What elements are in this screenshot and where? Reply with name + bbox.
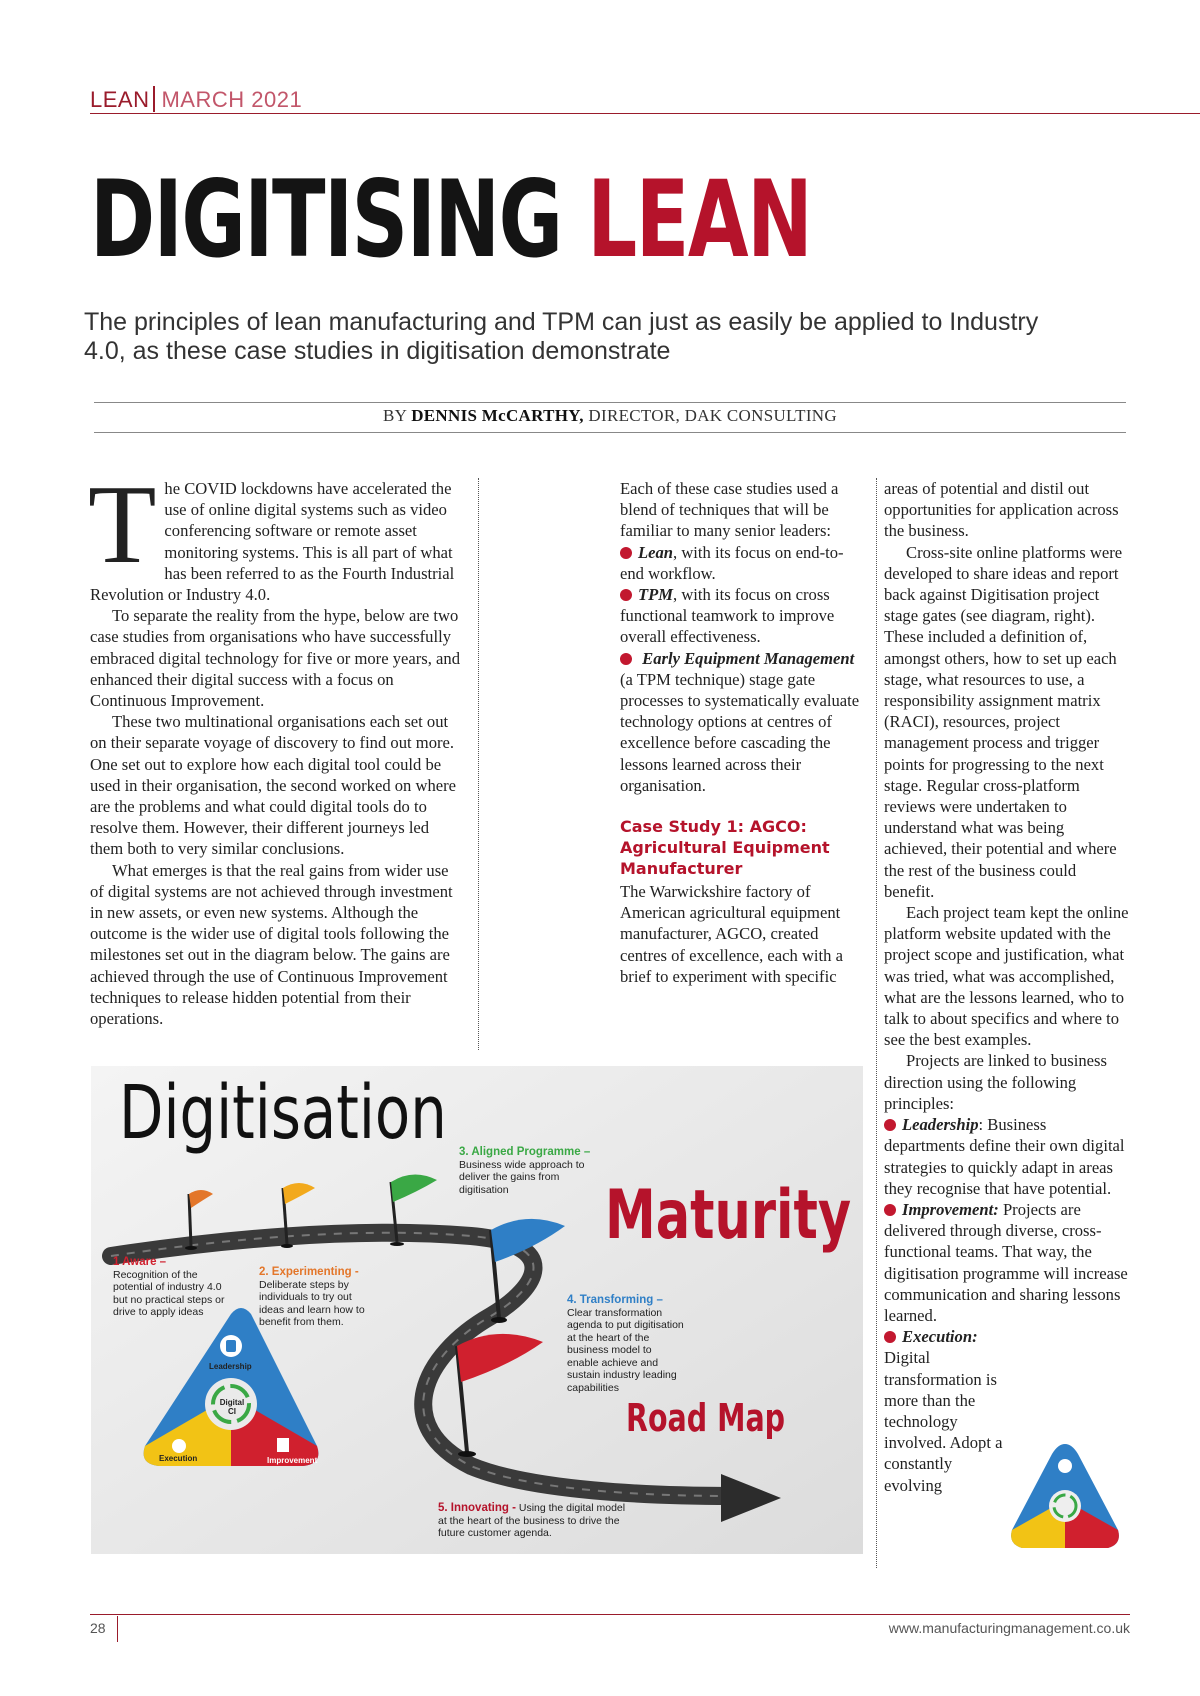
bullet-term: Improvement:	[902, 1199, 999, 1219]
col2-bullet-1	[620, 542, 866, 584]
col2-bullet-2	[620, 584, 866, 648]
bullet-dot	[884, 1204, 896, 1216]
col3-para-1: areas of potential and distil out opportunities for application across the business.	[884, 479, 1119, 541]
col1-para-1: he COVID lockdowns have accelerated the use of online digital systems such as video conferencing software or remote asset monitoring systems. This is all part of what has been referred to as the Fourth Industrial Revolution or Industry 4.0.	[90, 479, 455, 605]
triangle-leadership-label: Leadership	[209, 1362, 252, 1371]
col2-case-text: The Warwickshire factory of American agricultural equipment manufacturer, AGCO, created centres of excellence, each with a brief to experiment with specific	[620, 882, 843, 986]
byline-role: DIRECTOR, DAK CONSULTING	[588, 406, 837, 425]
title-part-2: LEAN	[587, 158, 812, 281]
stage-5-label: 5. Innovating - Using the digital model at the heart of the business to drive the future customer agenda.	[438, 1502, 626, 1539]
col2-bullet-3	[620, 648, 866, 796]
diagram-title: Digitisation	[119, 1070, 447, 1156]
bullet-text: , with its focus on end-to-end workflow.	[620, 542, 844, 583]
bullet-dot	[884, 1331, 896, 1343]
small-triangle-graphic	[1006, 1440, 1124, 1556]
triangle-execution-label: Execution	[159, 1454, 198, 1463]
digitisation-roadmap-diagram	[91, 1066, 863, 1554]
col3-bullet-3	[884, 1326, 1004, 1496]
bullet-text: Digital transformation is more than the technology involved. Adopt a constantly evolving	[884, 1348, 1003, 1495]
bullet-term: Execution:	[902, 1327, 978, 1347]
byline-rule-bottom	[94, 432, 1126, 433]
triangle-improvement-label: Improvement	[267, 1456, 318, 1465]
bullet-dot	[620, 547, 632, 559]
bullet-term: Lean	[638, 542, 674, 562]
byline-author: DENNIS McCARTHY,	[411, 406, 584, 425]
col1-para-4: What emerges is that the real gains from wider use of digital systems are not achieved through investment in new assets, or even new systems. Although the outcome is the wider use of digital tools following the milestones set out in the diagram below. The gains are achieved through the use of Continuous Improvement techniques to release hidden potential from their operations.	[90, 860, 453, 1029]
stage-2-label: 2. Experimenting - Deliberate steps by individuals to try out ideas and learn how to benefit from them.	[259, 1266, 365, 1328]
case-study-heading: Case Study 1: AGCO: Agricultural Equipment Manufacturer	[620, 817, 830, 879]
bullet-text: , with its focus on cross functional teamwork to improve overall effectiveness.	[620, 585, 835, 647]
col3-bullet-1	[884, 1114, 1130, 1199]
bullet-dot	[620, 589, 632, 601]
bullet-dot	[884, 1119, 896, 1131]
col1-para-3: These two multinational organisations each set out on their separate voyage of discovery to find out more. One set out to explore how each digital tool could be used in their organisation, the second worked on where are the problems and what could digital tools do to resolve them. However, their different journeys led them both to very similar conclusions.	[90, 712, 457, 859]
issue-date: MARCH 2021	[161, 87, 303, 112]
bullet-text: Projects are delivered through diverse, cross-functional teams. That way, the digitisation programme will increase communication and sharing lessons learned.	[884, 1199, 1128, 1325]
byline	[94, 406, 1126, 426]
diagram-roadmap-label: Road Map	[626, 1396, 786, 1440]
column-1	[88, 463, 464, 1029]
col3-para-3: Each project team kept the online platform website updated with the project scope and justification, what was tried, what was accomplished, what are the lessons learned, who to talk to about specifics and where to see the best examples.	[884, 903, 1129, 1050]
column-divider-2	[876, 478, 877, 1568]
column-divider-1	[478, 478, 479, 1050]
running-header	[90, 86, 302, 113]
section-name: LEAN	[90, 87, 150, 112]
col1-para-2: To separate the reality from the hype, below are two case studies from organisations who have successfully embraced digital technology for five or more years, and enhanced their digital success with a focus on Continuous Improvement.	[90, 606, 460, 711]
bullet-text: (a TPM technique) stage gate processes to systematically evaluate technology options at centres of excellence before cascading the lessons learned across their organisation.	[620, 669, 860, 795]
drop-cap: T	[88, 463, 157, 587]
column-2	[620, 478, 866, 987]
column-3	[884, 478, 1130, 1496]
col3-bullet-2	[884, 1199, 1130, 1326]
article-title	[90, 160, 811, 280]
page-number: 28	[90, 1620, 106, 1636]
stage-3-label: 3. Aligned Programme – Business wide approach to deliver the gains from digitisation	[459, 1146, 591, 1196]
footer-divider	[117, 1616, 118, 1642]
title-part-1: DIGITISING	[90, 158, 562, 281]
bullet-text: : Business departments define their own digital strategies to quickly adapt in areas they recognise that have potential.	[884, 1115, 1125, 1198]
bullet-term: TPM	[638, 585, 674, 605]
byline-rule-top	[94, 402, 1126, 403]
header-divider	[153, 86, 155, 112]
col2-intro: Each of these case studies used a blend of techniques that will be familiar to many senior leaders:	[620, 479, 839, 541]
triangle-digital-ci-label: Digital CI	[219, 1398, 245, 1416]
byline-prefix: BY	[383, 406, 407, 425]
stage-4-label: 4. Transforming – Clear transformation agenda to put digitisation at the heart of the business model to enable achieve and sustain industry leading capabilities	[567, 1294, 684, 1394]
diagram-maturity-label: Maturity	[605, 1176, 852, 1255]
footer-rule	[90, 1614, 1130, 1615]
bullet-dot	[620, 653, 632, 665]
header-rule	[90, 113, 1200, 114]
standfirst: The principles of lean manufacturing and TPM can just as easily be applied to Industry 4.0, as these case studies in digitisation demonstrate	[84, 308, 1039, 365]
footer-url: www.manufacturingmanagement.co.uk	[888, 1620, 1130, 1636]
col3-para-2: Cross-site online platforms were developed to share ideas and report back against Digitisation project stage gates (see diagram, right). These included a definition of, amongst others, how to set up each stage, what resources to use, a responsibility assignment matrix (RACI), resources, project management process and trigger points for progressing to the next stage. Regular cross-platform reviews were undertaken to understand what was being achieved, their potential and where the rest of the business could benefit.	[884, 542, 1123, 901]
stage-1-label: 1 Aware – Recognition of the potential of industry 4.0 but no practical steps or drive to apply ideas	[113, 1256, 225, 1318]
bullet-term: Early Equipment Management	[642, 648, 855, 668]
bullet-term: Leadership	[902, 1115, 979, 1135]
col3-para-4: Projects are linked to business direction using the following principles:	[884, 1051, 1107, 1113]
